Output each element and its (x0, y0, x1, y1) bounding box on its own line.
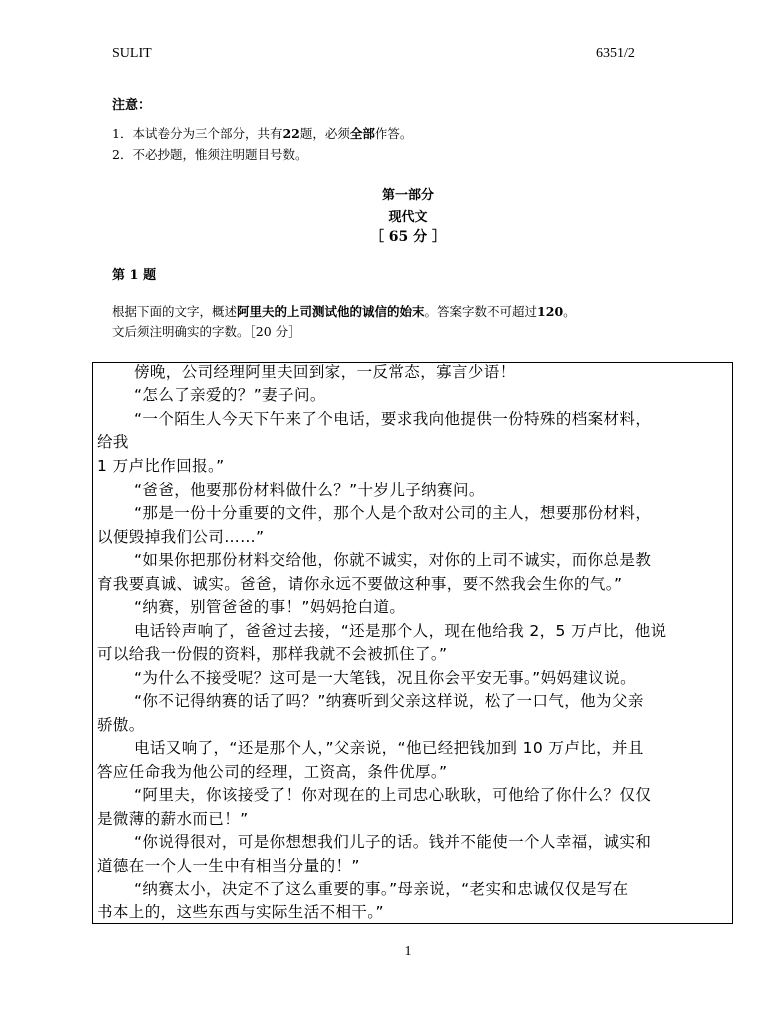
section-marks: ［ 65 分 ］ (369, 229, 447, 245)
passage-line: “为什么不接受呢？这可是一大笔钱，况且你会平安无事。”妈妈建议说。 (134, 669, 637, 687)
section-title: 第一部分 (381, 188, 434, 203)
instr-bold: 阿里夫的上司测试他的诚信的始末 (237, 304, 425, 319)
note-1-post: 作答。 (374, 126, 413, 141)
passage-line: “那是一份十分重要的文件，那个人是个敌对公司的主人，想要那份材料， (134, 504, 652, 522)
notes-title: 注意： (112, 98, 152, 113)
passage-line: 骄傲。 (97, 716, 145, 734)
passage-line: “纳赛太小，决定不了这么重要的事。”母亲说，“老实和忠诚仅仅是写在 (134, 880, 629, 898)
passage-line: 傍晚，公司经理阿里夫回到家，一反常态，寡言少语！ (134, 363, 516, 381)
instr-mid: 。答案字数不可超过 (424, 304, 538, 319)
passage-line: 以便毁掉我们公司……” (97, 528, 265, 546)
passage-line: 电话又响了，“还是那个人，”父亲说，“他已经把钱加到 10 万卢比，并且 (134, 739, 644, 757)
passage-line: “阿里夫，你该接受了！你对现在的上司忠心耿耿，可他给了你什么？仅仅 (134, 786, 652, 804)
note-item-2: 2．不必抄题，惟须注明题目号数。 (112, 147, 308, 162)
section-subtitle: 现代文 (388, 210, 428, 225)
passage-line: 答应任命我为他公司的经理，工资高，条件优厚。” (97, 763, 448, 781)
instr-num: 120 (537, 304, 564, 319)
passage-line: “爸爸，他要那份材料做什么？”十岁儿子纳赛问。 (134, 481, 485, 499)
note-1-num: 22 (282, 126, 300, 141)
passage-line: “纳赛，别管爸爸的事！”妈妈抢白道。 (134, 598, 406, 616)
note-item-1 (112, 124, 412, 142)
passage-line: 电话铃声响了，爸爸过去接，“还是那个人，现在他给我 2，5 万卢比，他说 (134, 622, 667, 640)
instr-pre: 根据下面的文字，概述 (112, 304, 238, 319)
passage-line: “你说得很对，可是你想想我们儿子的话。钱并不能使一个人幸福，诚实和 (134, 833, 652, 851)
passage-line: 是微薄的薪水而已！” (97, 810, 249, 828)
question-instruction-1 (112, 302, 576, 320)
passage-line: “如果你把那份材料交给他，你就不诚实，对你的上司不诚实，而你总是教 (134, 551, 652, 569)
instr-end: 。 (563, 304, 576, 319)
note-1-pre: 1．本试卷分为三个部分，共有 (112, 126, 283, 141)
passage-line: “怎么了亲爱的？”妻子问。 (134, 386, 326, 404)
passage-line: 道德在一个人一生中有相当分量的！” (97, 857, 360, 875)
header-left: SULIT (112, 46, 152, 61)
passage-line: 可以给我一份假的资料，那样我就不会被抓住了。” (97, 645, 448, 663)
note-1-bold: 全部 (349, 126, 375, 141)
passage-line: “你不记得纳赛的话了吗？”纳赛听到父亲这样说，松了一口气，他为父亲 (134, 692, 644, 710)
page-number: 1 (404, 944, 412, 959)
question-instruction-2: 文后须注明确实的字数。［20 分］ (112, 324, 301, 339)
passage-line: 育我要真诚、诚实。爸爸，请你永远不要做这种事，要不然我会生你的气。” (97, 575, 623, 593)
passage-line: 1 万卢比作回报。” (97, 457, 225, 475)
header-right: 6351/2 (596, 46, 635, 61)
note-1-mid: 题，必须 (299, 126, 350, 141)
passage-line: 给我 (97, 433, 129, 451)
passage-line: “一个陌生人今天下午来了个电话，要求我向他提供一份特殊的档案材料， (134, 410, 652, 428)
passage-line: 书本上的，这些东西与实际生活不相干。” (97, 903, 384, 921)
question-title: 第 1 题 (112, 268, 157, 283)
